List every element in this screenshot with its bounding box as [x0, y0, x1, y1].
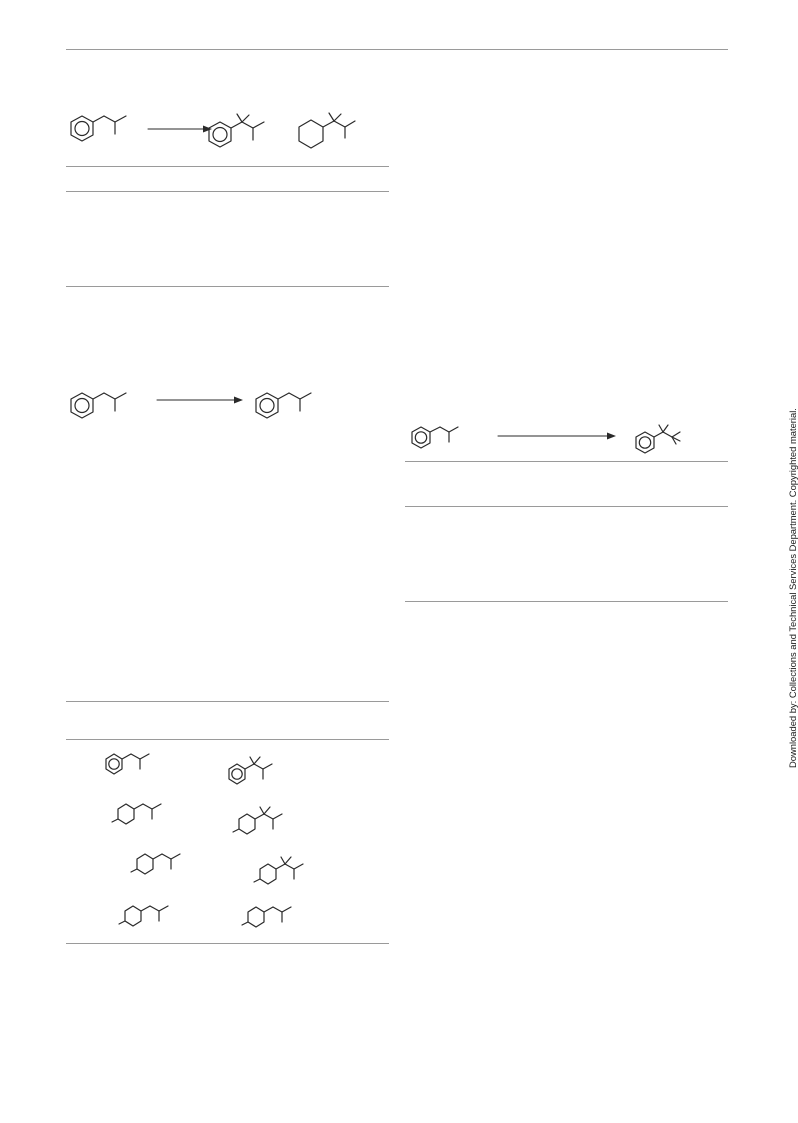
table-3-row-1-substrate	[96, 745, 166, 780]
table-3-row-4-product	[236, 898, 306, 933]
table-1-bottom-rule	[66, 286, 389, 287]
table-3-row-2-product	[228, 798, 308, 838]
table-3-row-4-substrate	[113, 897, 183, 932]
table-1-top-rule	[66, 166, 389, 167]
scheme-2-reactant-structure	[60, 382, 140, 432]
scheme-3-reactant-structure	[401, 418, 471, 458]
scheme-1-reactant-structure	[60, 105, 140, 155]
table-3-row-1-product	[220, 750, 300, 790]
download-notice: Downloaded by: Collections and Technical Services Department. Copyrighted material.	[787, 408, 798, 768]
scheme-2-reaction-arrow	[157, 395, 243, 405]
table-1-header-rule	[66, 191, 389, 192]
scheme-3-reaction-arrow	[498, 431, 616, 441]
scheme-1-product-a-structure	[200, 110, 280, 160]
table-3-header-rule	[66, 739, 389, 740]
table-3-row-3-product	[249, 848, 329, 888]
table-3-row-3-substrate	[125, 845, 195, 880]
table-2-top-rule	[405, 461, 728, 462]
scheme-3-product-structure	[628, 420, 698, 460]
scheme-1-product-b-structure	[290, 112, 370, 162]
table-3-top-rule	[66, 701, 389, 702]
table-3-bottom-rule	[66, 943, 389, 944]
table-2-header-rule	[405, 506, 728, 507]
table-2-bottom-rule	[405, 601, 728, 602]
table-3-row-2-substrate	[106, 795, 176, 830]
page-header-rule	[66, 49, 728, 50]
scheme-2-product-structure	[247, 382, 327, 432]
